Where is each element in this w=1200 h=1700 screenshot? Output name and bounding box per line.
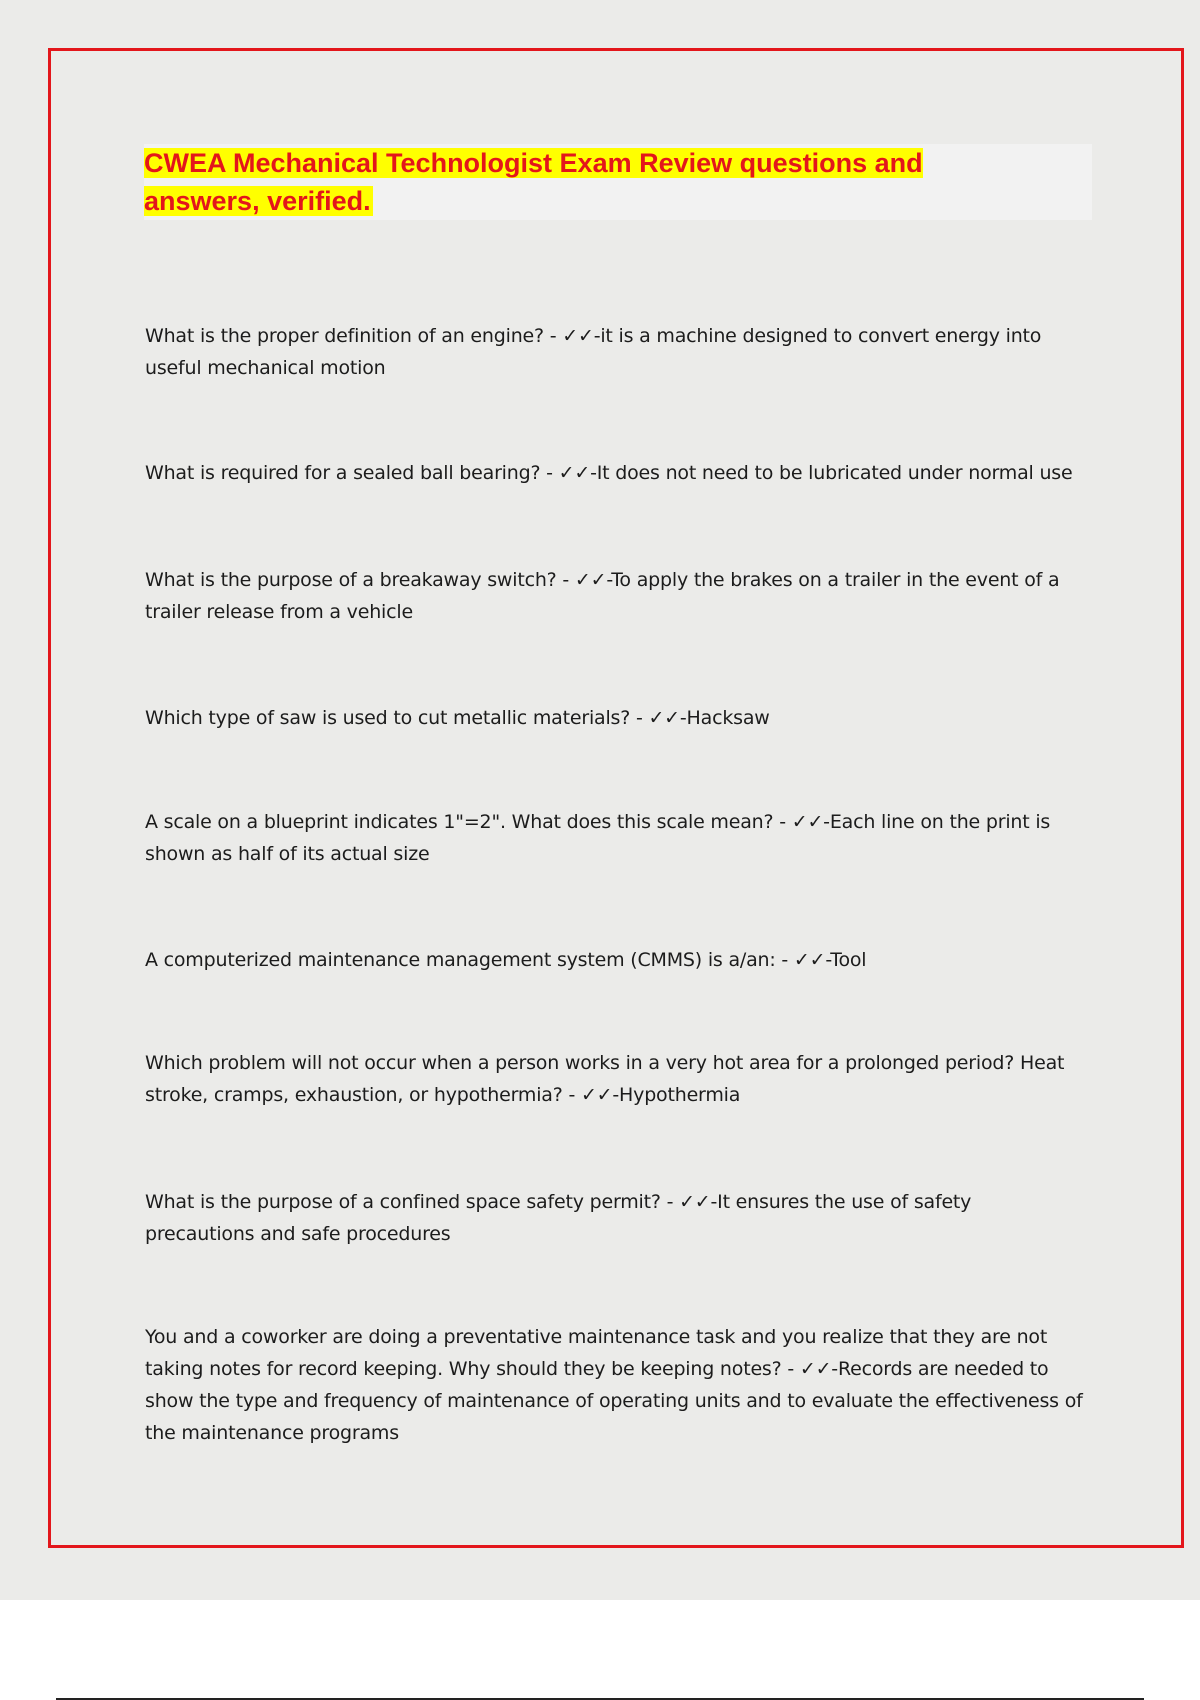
qa-item: You and a coworker are doing a preventative maintenance task and you realize that they are not taking notes for record keeping. Why should they be keeping notes? - ✓✓-Records are needed to show the type and frequency of maintenance of operating units and to evaluate the effectiveness of the maintenance programs <box>145 1326 1083 1444</box>
qa-item: Which problem will not occur when a person works in a very hot area for a prolonged period? Heat stroke, cramps, exhaustion, or hypothermia? - ✓✓-Hypothermia <box>145 1052 1065 1106</box>
qa-item: What is required for a sealed ball bearing? - ✓✓-It does not need to be lubricated under normal use <box>145 462 1073 484</box>
title-box <box>144 144 1092 220</box>
qa-item: What is the purpose of a breakaway switch? - ✓✓-To apply the brakes on a trailer in the event of a trailer release from a vehicle <box>145 569 1060 623</box>
qa-item: Which type of saw is used to cut metallic materials? - ✓✓-Hacksaw <box>145 707 770 729</box>
document-title-text: CWEA Mechanical Technologist Exam Review questions and answers, verified. <box>144 148 923 216</box>
qa-item: What is the proper definition of an engine? - ✓✓-it is a machine designed to convert energy into useful mechanical motion <box>145 325 1042 379</box>
qa-item: A scale on a blueprint indicates 1"=2". What does this scale mean? - ✓✓-Each line on the print is shown as half of its actual size <box>145 811 1051 865</box>
qa-item: What is the purpose of a confined space safety permit? - ✓✓-It ensures the use of safety precautions and safe procedures <box>145 1191 972 1245</box>
document-title <box>144 144 974 220</box>
qa-item: A computerized maintenance management system (CMMS) is a/an: - ✓✓-Tool <box>145 949 867 971</box>
